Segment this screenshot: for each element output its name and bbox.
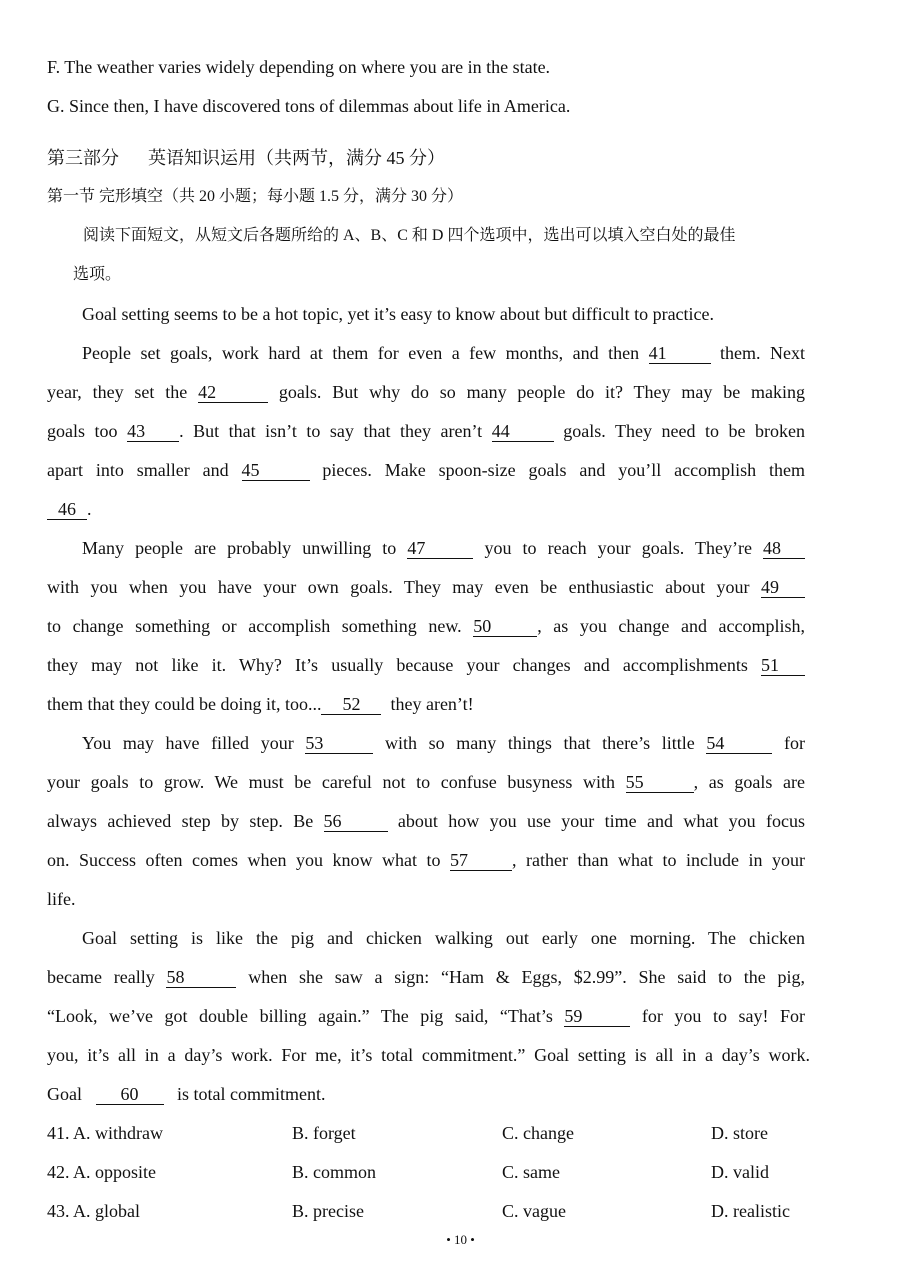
blank-54: 54 [706, 733, 772, 754]
text: . [87, 499, 92, 519]
blank-56: 56 [324, 811, 388, 832]
text: goals. But why do so many people do it? They may be making [278, 382, 806, 402]
text: “Look, we’ve got double billing again.” The pig said, “That’s [47, 1006, 553, 1026]
blank-49: 49 [761, 577, 805, 598]
q41-option-d: D. store [711, 1123, 768, 1143]
text: for you to say! For [641, 1006, 805, 1026]
passage-line [47, 692, 474, 716]
blank-44: 44 [492, 421, 554, 442]
text: became really [47, 967, 155, 987]
text: pieces. Make spoon-size goals and you’ll accomplish them [322, 460, 805, 480]
text: about how you use your time and what you focus [397, 811, 806, 831]
text: year, they set the [47, 382, 188, 402]
text: your goals to grow. We must be careful not to confuse busyness with [47, 772, 616, 792]
text: with you when you have your own goals. They may even be enthusiastic about your [47, 577, 750, 597]
passage-line [47, 653, 805, 677]
text: with so many things that there’s little [384, 733, 695, 753]
blank-57: 57 [450, 850, 512, 871]
option-f: F. The weather varies widely depending on where you are in the state. [47, 57, 551, 77]
passage-line [47, 809, 805, 833]
text: on. Success often comes when you know what to [47, 850, 441, 870]
blank-48: 48 [763, 538, 805, 559]
q43-option-c: C. vague [502, 1201, 566, 1221]
q43-option-a: 43. A. global [47, 1201, 140, 1221]
blank-42: 42 [198, 382, 268, 403]
blank-46: 46 [47, 499, 87, 520]
passage-line [82, 731, 805, 755]
part-name: 英语知识运用（共两节，满分 45 分） [148, 148, 445, 168]
text: You may have filled your [82, 733, 294, 753]
text: , as you change and accomplish, [537, 616, 805, 636]
text: them that they could be doing it, too... [47, 694, 322, 714]
blank-43: 43 [127, 421, 179, 442]
subsection-title: 第一节 完形填空（共 20 小题；每小题 1.5 分，满分 30 分） [47, 188, 464, 205]
passage-line: Goal setting is like the pig and chicken walking out early one morning. The chicken [82, 928, 805, 948]
blank-59: 59 [564, 1006, 630, 1027]
passage-line [47, 770, 805, 794]
passage-line [47, 614, 805, 638]
text: them. Next [720, 343, 806, 363]
q42-option-d: D. valid [711, 1162, 769, 1182]
text: is total commitment. [177, 1084, 326, 1104]
option-g: G. Since then, I have discovered tons of dilemmas about life in America. [47, 96, 571, 116]
passage-line [47, 497, 92, 521]
text: they may not like it. Why? It’s usually because your changes and accomplishments [47, 655, 748, 675]
passage-line [47, 1082, 325, 1106]
q42-option-c: C. same [502, 1162, 560, 1182]
q43-option-d: D. realistic [711, 1201, 790, 1221]
part-title: 第三部分 [47, 148, 119, 168]
text: when she saw a sign: “Ham & Eggs, $2.99”. She said to the pig, [248, 967, 806, 987]
text: . But that isn’t to say that they aren’t [179, 421, 483, 441]
q41-option-a: 41. A. withdraw [47, 1123, 163, 1143]
passage-line [47, 1004, 805, 1028]
text: to change something or accomplish something new. [47, 616, 462, 636]
passage-line [47, 380, 805, 404]
passage-line [47, 965, 805, 989]
text: People set goals, work hard at them for even a few months, and then [82, 343, 640, 363]
text: Goal [47, 1084, 82, 1104]
blank-50: 50 [473, 616, 537, 637]
blank-60: 60 [96, 1084, 164, 1105]
page-number: • 10 • [446, 1232, 475, 1247]
passage-line: life. [47, 889, 76, 909]
text: , rather than what to include in your [512, 850, 805, 870]
text: you to reach your goals. They’re [484, 538, 752, 558]
text: they aren’t! [390, 694, 474, 714]
blank-45: 45 [242, 460, 310, 481]
blank-55: 55 [626, 772, 694, 793]
q43-option-b: B. precise [292, 1201, 364, 1221]
text: always achieved step by step. Be [47, 811, 314, 831]
blank-58: 58 [166, 967, 236, 988]
blank-47: 47 [407, 538, 473, 559]
q42-option-a: 42. A. opposite [47, 1162, 157, 1182]
text: goals too [47, 421, 118, 441]
passage-line [47, 419, 805, 443]
passage-line [47, 458, 805, 482]
passage-line [82, 536, 805, 560]
text: , as goals are [693, 772, 806, 792]
instruction-line-1: 阅读下面短文，从短文后各题所给的 A、B、C 和 D 四个选项中，选出可以填入空白处的最佳 [83, 227, 736, 244]
passage-line [82, 341, 805, 365]
q42-option-b: B. common [292, 1162, 376, 1182]
passage-line: you, it’s all in a day’s work. For me, it’s total commitment.” Goal setting is all in a day’s work. [47, 1045, 810, 1065]
blank-51: 51 [761, 655, 805, 676]
blank-53: 53 [305, 733, 373, 754]
blank-41: 41 [649, 343, 711, 364]
passage-p1: Goal setting seems to be a hot topic, yet it’s easy to know about but difficult to practice. [82, 304, 715, 324]
text: apart into smaller and [47, 460, 229, 480]
text: Many people are probably unwilling to [82, 538, 397, 558]
text: for [784, 733, 806, 753]
blank-52: 52 [321, 694, 381, 715]
instruction-line-2: 选项。 [73, 266, 122, 283]
text: goals. They need to be broken [563, 421, 806, 441]
passage-line [47, 848, 805, 872]
q41-option-b: B. forget [292, 1123, 356, 1143]
q41-option-c: C. change [502, 1123, 574, 1143]
passage-line [47, 575, 805, 599]
